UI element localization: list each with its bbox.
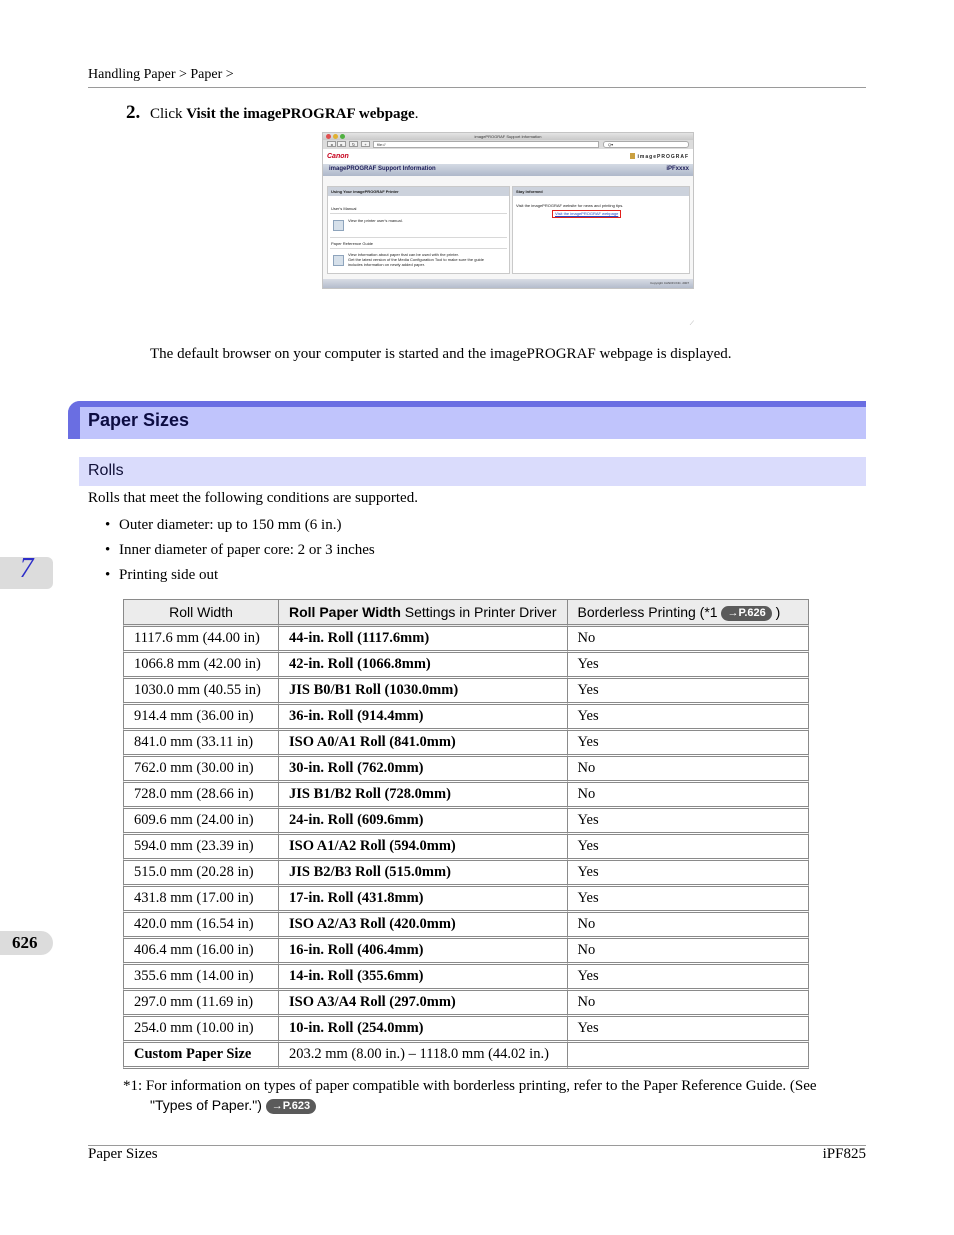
support-model: iPFxxxx — [666, 166, 689, 172]
list-item-text: Outer diameter: up to 150 mm (6 in.) — [119, 517, 342, 533]
col-borderless-label: Borderless Printing (*1 — [577, 603, 722, 620]
close-dot-icon[interactable] — [326, 134, 331, 139]
paper-reference-desc — [348, 252, 513, 267]
support-title-bar — [323, 164, 693, 176]
section-title: Paper Sizes — [88, 410, 190, 430]
borderless-cell: Yes — [568, 653, 810, 679]
driver-setting-cell: 10-in. Roll (254.0mm) — [279, 1017, 568, 1043]
bullet-icon: • — [105, 542, 111, 558]
table-row — [123, 783, 809, 809]
imageprograf-logo: imagePROGRAF — [637, 154, 689, 160]
section-heading-accent — [68, 401, 80, 439]
table-row — [123, 887, 809, 913]
step-prefix: Click — [150, 106, 187, 122]
custom-size-label: Custom Paper Size — [123, 1043, 279, 1069]
breadcrumb[interactable]: Handling Paper > Paper > — [88, 67, 234, 82]
users-manual-title[interactable]: User's Manual — [331, 206, 357, 211]
table-row-custom — [123, 1043, 809, 1069]
brand-strip — [323, 149, 693, 164]
driver-setting-cell: 17-in. Roll (431.8mm) — [279, 887, 568, 913]
col-borderless — [568, 599, 810, 627]
subsection-heading-bar — [79, 457, 866, 486]
list-item-text: Inner diameter of paper core: 2 or 3 inches — [119, 542, 375, 558]
driver-setting-cell: ISO A2/A3 Roll (420.0mm) — [279, 913, 568, 939]
table-row — [123, 757, 809, 783]
footer-rule — [88, 1145, 866, 1146]
footnote-text: "Types of Paper.") — [150, 1097, 266, 1113]
bullet-icon: • — [105, 517, 111, 533]
borderless-cell: Yes — [568, 679, 810, 705]
table-row — [123, 913, 809, 939]
roll-width-table — [123, 599, 809, 1069]
driver-setting-cell: 14-in. Roll (355.6mm) — [279, 965, 568, 991]
manual-book-icon[interactable] — [333, 220, 344, 231]
footnote-line-1: *1: For information on types of paper compatible with borderless printing, refer to the Paper Reference Guide. (See — [123, 1078, 817, 1094]
borderless-cell: Yes — [568, 965, 810, 991]
table-row — [123, 705, 809, 731]
borderless-cell: Yes — [568, 809, 810, 835]
roll-width-cell: 355.6 mm (14.00 in) — [123, 965, 279, 991]
intro-text: Rolls that meet the following conditions are supported. — [88, 490, 418, 506]
roll-width-cell: 1066.8 mm (42.00 in) — [123, 653, 279, 679]
roll-width-cell: 1030.0 mm (40.55 in) — [123, 679, 279, 705]
list-item — [105, 542, 375, 559]
roll-width-cell: 728.0 mm (28.66 in) — [123, 783, 279, 809]
borderless-cell: Yes — [568, 835, 810, 861]
step-target: Visit the imagePROGRAF webpage — [186, 106, 415, 122]
header-rule — [88, 87, 866, 88]
divider — [330, 213, 507, 214]
roll-width-cell: 1117.6 mm (44.00 in) — [123, 627, 279, 653]
users-manual-desc: View the printer user's manual. — [348, 218, 403, 223]
table-row — [123, 653, 809, 679]
support-title: imagePROGRAF Support Information — [329, 166, 436, 172]
paper-reference-desc-line: View information about paper that can be used with the printer. — [348, 252, 459, 257]
minimize-dot-icon[interactable] — [333, 134, 338, 139]
left-panel-heading: Using Your imagePROGRAF Printer — [328, 187, 509, 196]
table-row — [123, 835, 809, 861]
chapter-number[interactable]: 7 — [19, 553, 34, 584]
back-icon[interactable]: ◂ — [327, 141, 336, 147]
footer-model: iPF825 — [822, 1146, 866, 1162]
borderless-cell: Yes — [568, 731, 810, 757]
borderless-cell: No — [568, 913, 810, 939]
driver-setting-cell: JIS B0/B1 Roll (1030.0mm) — [279, 679, 568, 705]
driver-setting-cell: JIS B1/B2 Roll (728.0mm) — [279, 783, 568, 809]
bullet-icon: • — [105, 567, 111, 583]
table-row — [123, 731, 809, 757]
col-borderless-end: ) — [771, 603, 781, 620]
resize-grip-icon[interactable]: ⟋ — [689, 321, 694, 327]
driver-setting-cell: 30-in. Roll (762.0mm) — [279, 757, 568, 783]
step-suffix: . — [414, 106, 419, 122]
browser-window — [322, 132, 694, 289]
paper-guide-icon[interactable] — [333, 255, 344, 266]
borderless-cell: No — [568, 783, 810, 809]
page-link-p626[interactable]: →P.626 — [721, 606, 771, 621]
roll-width-cell: 406.4 mm (16.00 in) — [123, 939, 279, 965]
table-row — [123, 861, 809, 887]
copyright-bar: Copyright CANON INC. 2007 — [323, 279, 693, 288]
driver-setting-cell: ISO A0/A1 Roll (841.0mm) — [279, 731, 568, 757]
forward-icon[interactable]: ▸ — [337, 141, 346, 147]
table-row — [123, 965, 809, 991]
roll-width-cell: 515.0 mm (20.28 in) — [123, 861, 279, 887]
browser-toolbar — [323, 140, 693, 149]
left-panel — [327, 186, 510, 274]
list-item — [105, 517, 341, 534]
table-row — [123, 1017, 809, 1043]
driver-setting-cell: ISO A1/A2 Roll (594.0mm) — [279, 835, 568, 861]
paper-reference-desc-line: includes information on newly added paper. — [348, 262, 425, 267]
add-bookmark-icon[interactable]: + — [361, 141, 370, 147]
divider — [330, 248, 507, 249]
imageprograf-mark-icon — [630, 153, 635, 159]
driver-setting-cell: JIS B2/B3 Roll (515.0mm) — [279, 861, 568, 887]
right-panel-heading: Stay Informed — [513, 187, 689, 196]
table-row — [123, 809, 809, 835]
borderless-cell: No — [568, 991, 810, 1017]
reload-icon[interactable]: ↻ — [349, 141, 358, 147]
col-driver-setting-rest: Settings in Printer Driver — [400, 604, 557, 620]
custom-size-borderless — [568, 1043, 810, 1069]
roll-width-cell: 431.8 mm (17.00 in) — [123, 887, 279, 913]
canon-logo: Canon — [327, 153, 349, 160]
right-panel — [512, 186, 690, 274]
roll-width-cell: 420.0 mm (16.54 in) — [123, 913, 279, 939]
borderless-cell: No — [568, 757, 810, 783]
driver-setting-cell: ISO A3/A4 Roll (297.0mm) — [279, 991, 568, 1017]
table-row — [123, 679, 809, 705]
search-field[interactable]: Q▾ — [603, 141, 689, 148]
list-item-text: Printing side out — [119, 567, 219, 583]
page-link-p623[interactable]: →P.623 — [266, 1099, 316, 1114]
roll-width-cell: 762.0 mm (30.00 in) — [123, 757, 279, 783]
divider — [330, 237, 507, 238]
borderless-cell: Yes — [568, 1017, 810, 1043]
table-row — [123, 991, 809, 1017]
address-bar[interactable]: file:// — [373, 141, 599, 148]
roll-width-cell: 914.4 mm (36.00 in) — [123, 705, 279, 731]
custom-size-range: 203.2 mm (8.00 in.) – 1118.0 mm (44.02 in.) — [279, 1043, 568, 1069]
footer-section: Paper Sizes — [88, 1146, 158, 1162]
stay-informed-desc: Visit the imagePROGRAF website for news and printing tips. — [516, 203, 624, 208]
driver-setting-cell: 42-in. Roll (1066.8mm) — [279, 653, 568, 679]
driver-setting-cell: 44-in. Roll (1117.6mm) — [279, 627, 568, 653]
borderless-cell: No — [568, 939, 810, 965]
roll-width-cell: 841.0 mm (33.11 in) — [123, 731, 279, 757]
step-instruction — [150, 106, 418, 123]
step-number: 2. — [126, 102, 141, 123]
footnote-line-2 — [150, 1097, 316, 1114]
list-item — [105, 567, 218, 584]
roll-width-cell: 609.6 mm (24.00 in) — [123, 809, 279, 835]
roll-width-cell: 254.0 mm (10.00 in) — [123, 1017, 279, 1043]
roll-width-cell: 594.0 mm (23.39 in) — [123, 835, 279, 861]
roll-width-cell: 297.0 mm (11.69 in) — [123, 991, 279, 1017]
driver-setting-cell: 24-in. Roll (609.6mm) — [279, 809, 568, 835]
col-driver-setting-bold: Roll Paper Width — [289, 604, 401, 620]
page-number: 626 — [12, 933, 38, 952]
table-header-row — [123, 599, 809, 627]
borderless-cell: Yes — [568, 705, 810, 731]
paper-reference-desc-line: Get the latest version of the Media Configuration Tool to make sure the guide — [348, 257, 485, 262]
borderless-cell: No — [568, 627, 810, 653]
table-row — [123, 939, 809, 965]
window-title: imagePROGRAF Support Information — [323, 133, 693, 140]
col-roll-width: Roll Width — [123, 599, 279, 627]
driver-setting-cell: 16-in. Roll (406.4mm) — [279, 939, 568, 965]
zoom-dot-icon[interactable] — [340, 134, 345, 139]
support-window-screenshot — [322, 132, 694, 328]
visit-webpage-link[interactable]: Visit the imagePROGRAF webpage — [552, 210, 621, 218]
result-text: The default browser on your computer is started and the imagePROGRAF webpage is displayed. — [150, 346, 732, 362]
borderless-cell: Yes — [568, 861, 810, 887]
subsection-title: Rolls — [88, 462, 124, 479]
driver-setting-cell: 36-in. Roll (914.4mm) — [279, 705, 568, 731]
col-driver-setting — [279, 599, 568, 627]
table-row — [123, 627, 809, 653]
borderless-cell: Yes — [568, 887, 810, 913]
paper-reference-title[interactable]: Paper Reference Guide — [331, 241, 374, 246]
